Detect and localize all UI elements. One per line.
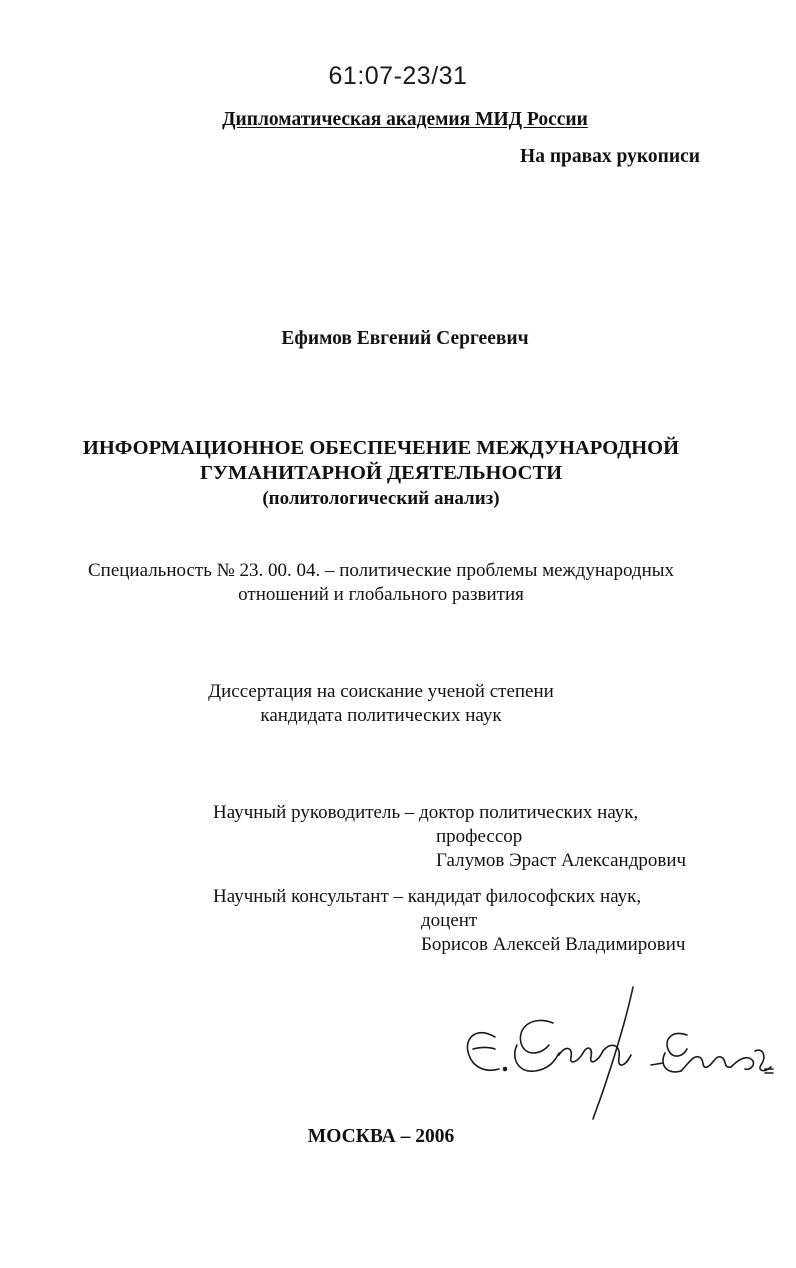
degree-statement <box>0 680 762 728</box>
handwritten-signature <box>455 985 775 1125</box>
consultant-name: Борисов Алексей Владимирович <box>421 934 686 955</box>
author-name: Ефимов Евгений Сергеевич <box>281 328 529 349</box>
degree-line-1: Диссертация на соискание ученой степени <box>208 681 554 702</box>
specialty <box>0 559 762 607</box>
signature-stroke <box>681 1057 731 1071</box>
signature-stroke <box>603 1045 631 1065</box>
signature-stroke <box>663 1033 687 1072</box>
signature-stroke <box>651 1063 663 1065</box>
specialty-line-1: Специальность № 23. 00. 04. – политические проблемы международных <box>87 560 674 581</box>
supervisor-rank: профессор <box>436 826 523 847</box>
title-line-1: ИНФОРМАЦИОННОЕ ОБЕСПЕЧЕНИЕ МЕЖДУНАРОДНОЙ <box>82 437 680 459</box>
signature-dot <box>504 1068 507 1071</box>
city-year: МОСКВА – 2006 <box>307 1126 455 1147</box>
consultant-rank: доцент <box>421 910 478 931</box>
academy-name: Дипломатическая академия МИД России <box>222 109 588 130</box>
signature-stroke <box>559 1048 603 1062</box>
catalog-number: 61:07-23/31 <box>328 62 468 90</box>
degree-line-2: кандидата политических наук <box>260 705 502 726</box>
dissertation-title <box>0 436 762 511</box>
signature-stroke <box>593 987 633 1119</box>
title-line-2: ГУМАНИТАРНОЙ ДЕЯТЕЛЬНОСТИ <box>199 462 563 484</box>
title-subtitle: (политологический анализ) <box>262 488 500 509</box>
supervisor-name: Галумов Эраст Александрович <box>436 850 687 871</box>
specialty-line-2: отношений и глобального развития <box>238 584 524 605</box>
supervisor-role: Научный руководитель – доктор политических наук, <box>213 802 639 823</box>
signature-stroke <box>731 1050 771 1071</box>
consultant-role: Научный консультант – кандидат философских наук, <box>213 886 642 907</box>
rights-note: На правах рукописи <box>520 146 700 167</box>
signature-stroke <box>515 1020 559 1071</box>
signature-stroke <box>467 1033 499 1071</box>
